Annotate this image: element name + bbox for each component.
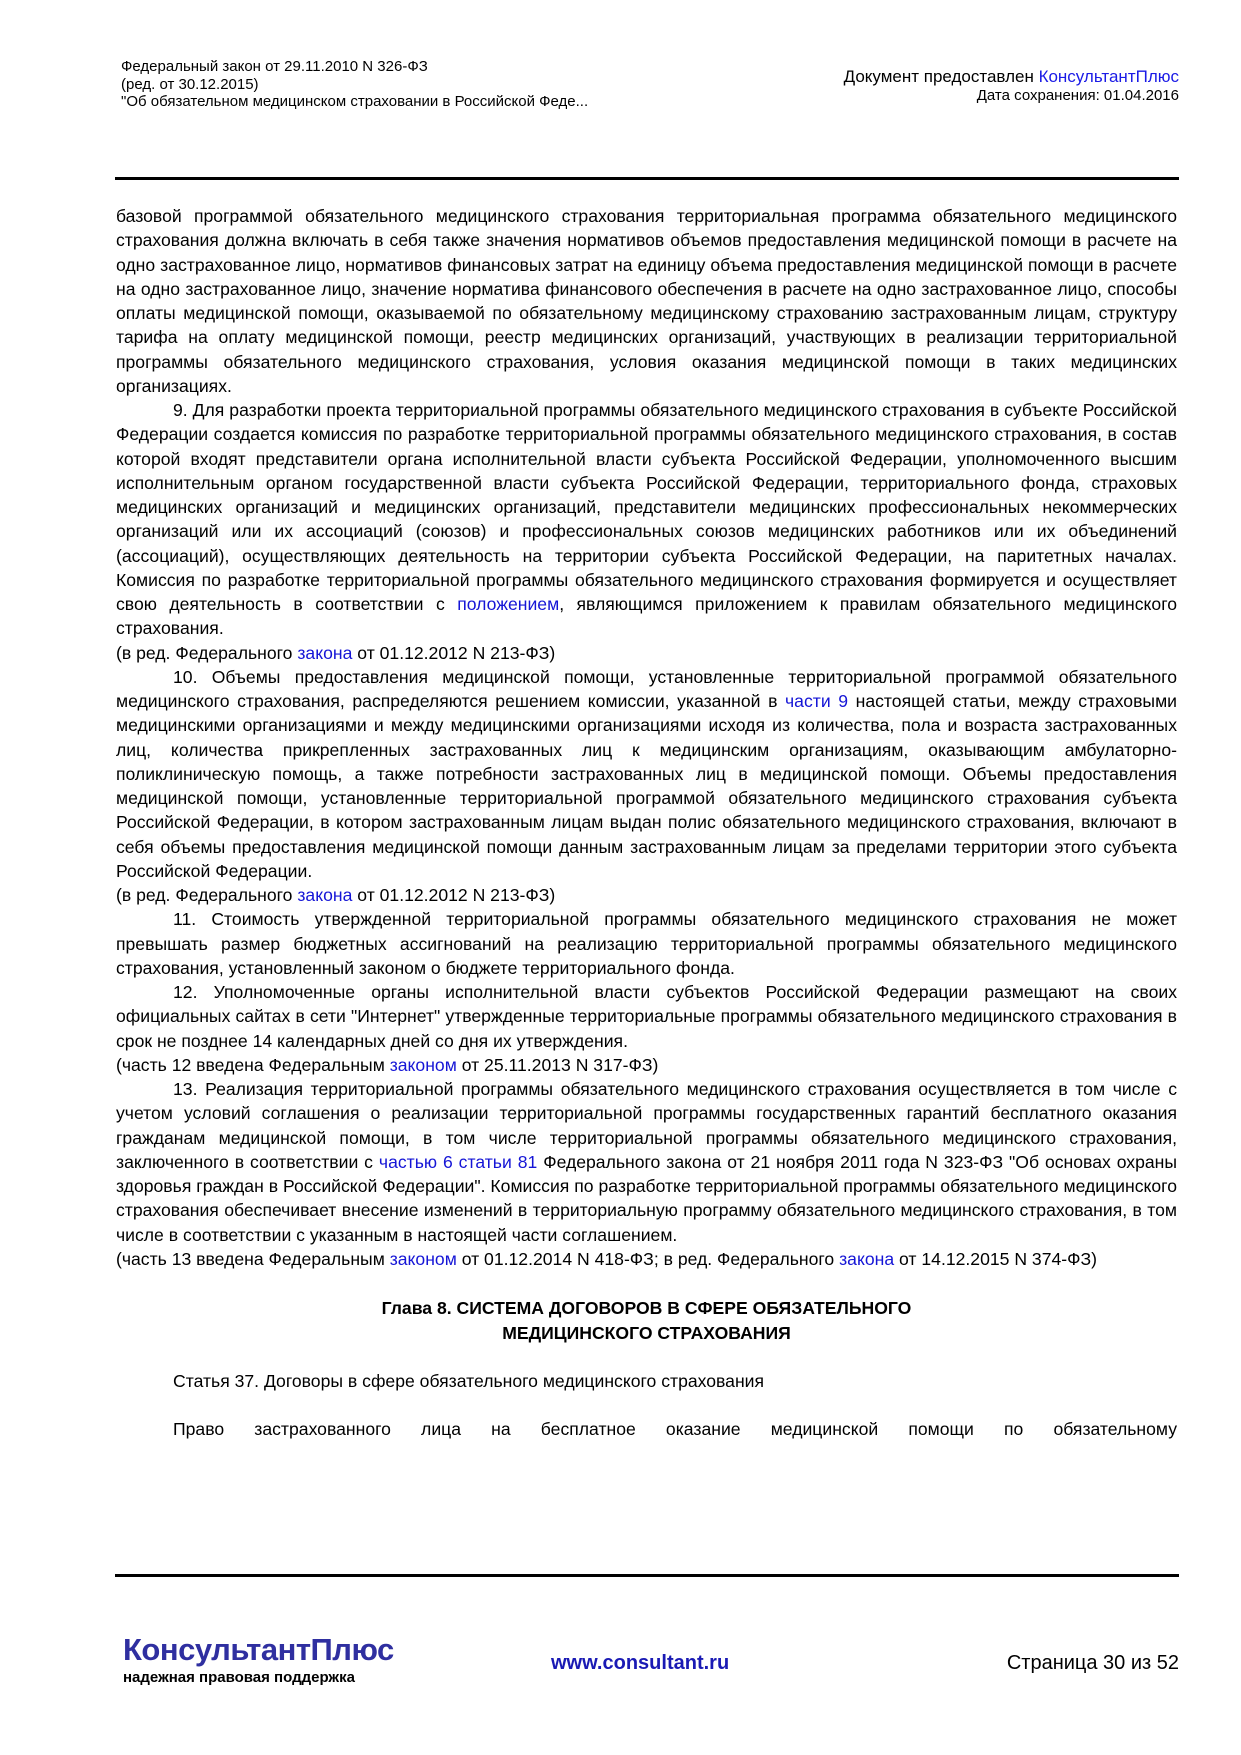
footer-website-link[interactable]: www.consultant.ru <box>551 1652 730 1674</box>
link-zakona-213[interactable]: закона <box>297 642 353 663</box>
link-polozheniem[interactable]: положением <box>457 594 560 614</box>
amendment-note-10: (в ред. Федерального закона от 01.12.2012 N 213-ФЗ) <box>116 885 556 905</box>
amendment-note-13: (часть 13 введена Федеральным законом от 01.12.2014 N 418-ФЗ; в ред. Федерального закона от 14.12.2015 N 374-ФЗ) <box>116 1248 1097 1269</box>
paragraph-12: 12. Уполномоченные органы исполнительной власти субъектов Российской Федерации размещают на своих официальных сайтах в сети "Интернет" утвержденные территориальные программы обязательного медицинского страхования в срок не позднее 14 календарных дней со дня их утверждения. <box>116 982 1177 1051</box>
footer-brand-logo: КонсультантПлюс <box>123 1632 394 1667</box>
article-title: Статья 37. Договоры в сфере обязательного медицинского страхования <box>173 1371 765 1391</box>
document-header-info <box>121 58 681 111</box>
doc-title-line1: Федеральный закон от 29.11.2010 N 326-ФЗ <box>121 58 428 75</box>
paragraph-11: 11. Стоимость утвержденной территориальной программы обязательного медицинского страхования не может превышать размер бюджетных ассигнований на реализацию территориальной программы обязательного медицинского страхования, установленный законом о бюджете территориального фонда. <box>116 909 1177 978</box>
doc-title-line3: "Об обязательном медицинском страховании в Российской Феде... <box>121 93 589 110</box>
paragraph-9: 9. Для разработки проекта территориальной программы обязательного медицинского страхования в субъекте Российской Федерации создается комиссия по разработке территориальной программы обязательного медицинского страхования, в состав которой входят представители органа исполнительной власти субъекта Российской Федерации, уполномоченного высшим исполнительным органом государственной власти субъекта Российской Федерации, территориального фонда, страховых медицинских организаций и медицинских организаций, представители медицинских профессиональных некоммерческих организаций или их ассоциаций (союзов) и профессиональных союзов медицинских работников или их объединений (ассоциаций), осуществляющих деятельность на территории субъекта Российской Федерации, на паритетных началах. Комиссия по разработке территориальной программы обязательного медицинского страхования формируется и осуществляет свою деятельность в соответствии с положением, являющимся приложением к правилам обязательного медицинского страхования. <box>116 400 1178 639</box>
paragraph-article-37-start: Право застрахованного лица на бесплатное оказание медицинской помощи по обязательному <box>173 1419 1177 1440</box>
paragraph-10: 10. Объемы предоставления медицинской помощи, установленные территориальной программой обязательного медицинского страхования, распределяются решением комиссии, указанной в части 9 настоящей статьи, между страховыми медицинскими организациями и между медицинскими организациями исходя из количества, пола и возраста застрахованных лиц, количества прикрепленных застрахованных лиц к медицинским организациям, оказывающим амбулаторно-поликлиническую помощь, а также потребности застрахованных лиц в медицинской помощи. Объемы предоставления медицинской помощи, установленные территориальной программой обязательного медицинского страхования субъекта Российской Федерации, в котором застрахованным лицам выдан полис обязательного медицинского страхования, включают в себя объемы предоставления медицинской помощи данным застрахованным лицам за пределами территории этого субъекта Российской Федерации. <box>116 666 1177 881</box>
provider-brand-link[interactable]: КонсультантПлюс <box>1038 67 1179 86</box>
document-body <box>116 204 1177 1459</box>
link-chastyu-6-stati-81[interactable]: частью 6 статьи 81 <box>378 1151 538 1172</box>
link-zakonom-317[interactable]: законом <box>389 1054 457 1075</box>
paragraph-13: 13. Реализация территориальной программы обязательного медицинского страхования осуществляется в том числе с учетом условий соглашения о реализации территориальной программы государственных гарантий бесплатного оказания гражданам медицинской помощи, в том числе территориальной программы обязательного медицинского страхования, заключенного в соответствии с частью 6 статьи 81 Федерального закона от 21 ноября 2011 года N 323-ФЗ "Об основах охраны здоровья граждан в Российской Федерации". Комиссия по разработке территориальной программы обязательного медицинского страхования обеспечивает внесение изменений в территориальную программу обязательного медицинского страхования, в том числе в соответствии с указанным в настоящей части соглашением. <box>116 1079 1178 1245</box>
link-chasti-9[interactable]: части 9 <box>785 691 849 711</box>
provided-by: Документ предоставлен КонсультантПлюс <box>843 67 1179 86</box>
page-number: Страница 30 из 52 <box>1006 1652 1179 1674</box>
link-zakona-213-b[interactable]: закона <box>297 885 353 905</box>
link-zakonom-418[interactable]: законом <box>389 1248 457 1269</box>
header-divider <box>115 177 1179 180</box>
amendment-note-12: (часть 12 введена Федеральным законом от 25.11.2013 N 317-ФЗ) <box>116 1054 659 1075</box>
paragraph-continued: базовой программой обязательного медицинского страхования территориальная программа обязательного медицинского страхования должна включать в себя также значения нормативов объемов предоставления медицинской помощи в расчете на одно застрахованное лицо, нормативов финансовых затрат на единицу объема предоставления медицинской помощи в расчете на одно застрахованное лицо, значение норматива финансового обеспечения в расчете на одно застрахованное лицо, способы оплаты медицинской помощи, оказываемой по обязательному медицинскому страхованию застрахованным лицам, структуру тарифа на оплату медицинской помощи, реестр медицинских организаций, участвующих в реализации территориальной программы обязательного медицинского страхования, условия оказания медицинской помощи в таких медицинских организациях. <box>116 206 1177 396</box>
provider-info <box>844 67 1179 105</box>
footer-divider <box>115 1574 1179 1577</box>
saved-date: Дата сохранения: 01.04.2016 <box>976 87 1179 104</box>
amendment-note-9: (в ред. Федерального закона от 01.12.2012 N 213-ФЗ) <box>116 642 556 663</box>
footer-tagline: надежная правовая поддержка <box>123 1669 355 1686</box>
doc-edition-line: (ред. от 30.12.2015) <box>121 75 259 93</box>
chapter-heading: Глава 8. СИСТЕМА ДОГОВОРОВ В СФЕРЕ ОБЯЗАТЕЛЬНОГО МЕДИЦИНСКОГО СТРАХОВАНИЯ <box>381 1298 912 1343</box>
link-zakona-374[interactable]: закона <box>839 1248 895 1269</box>
